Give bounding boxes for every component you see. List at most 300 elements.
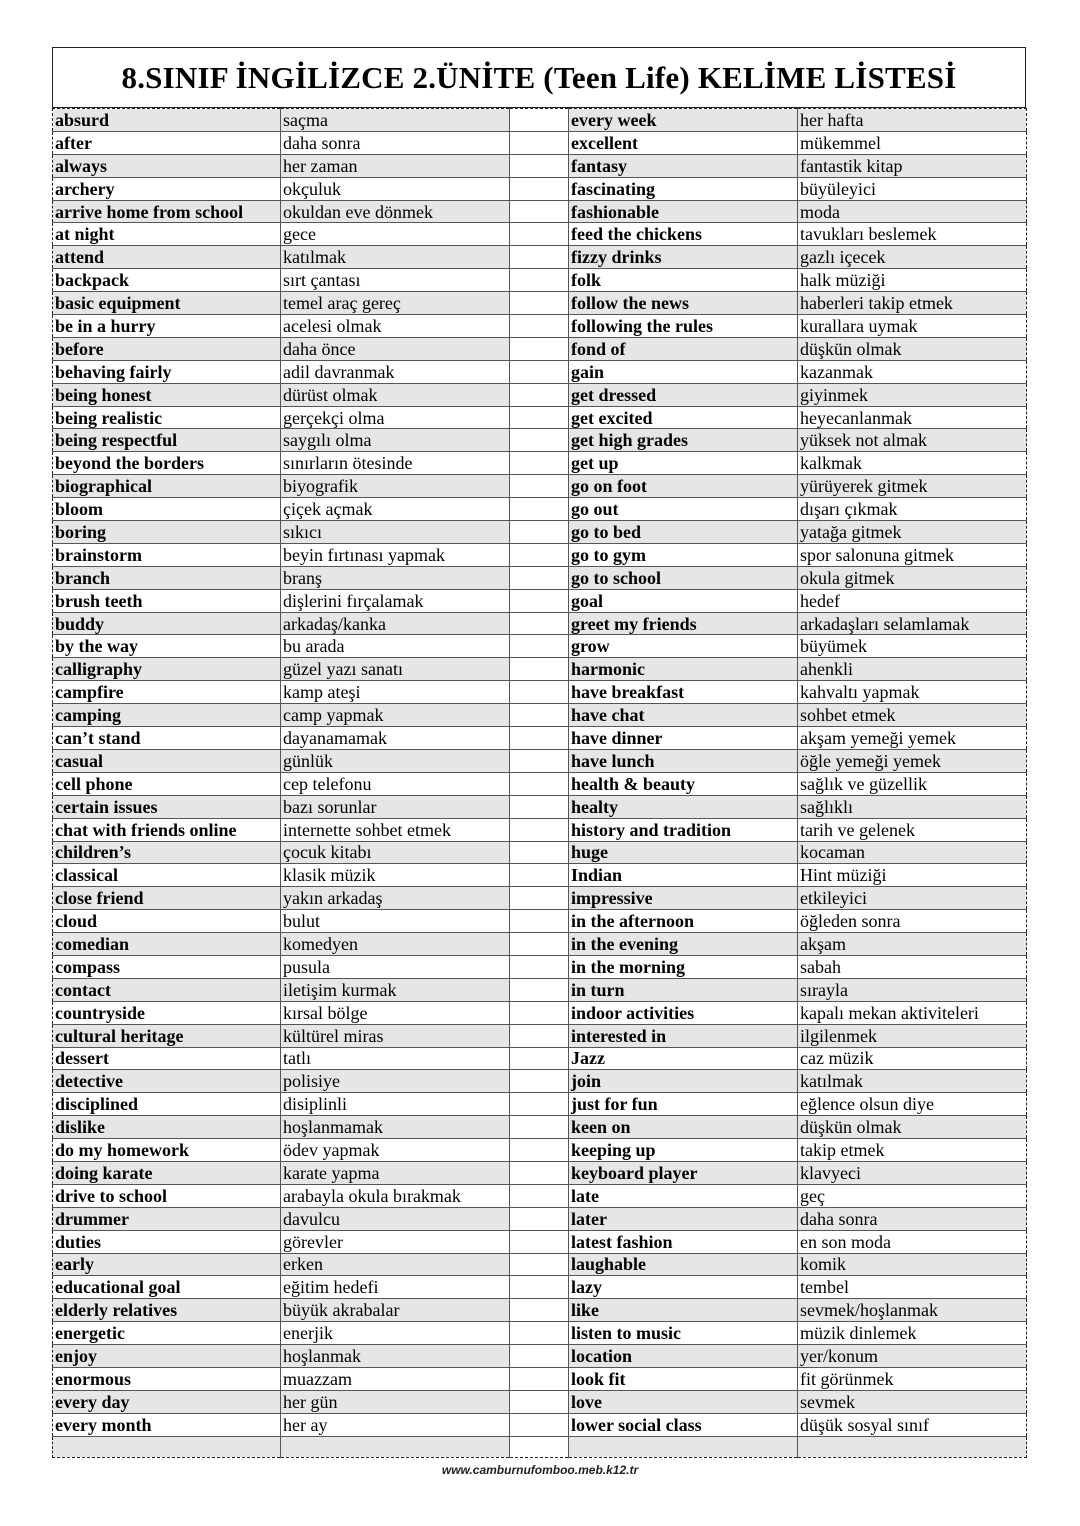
english-word: arrive home from school: [53, 200, 281, 223]
column-spacer: [510, 864, 569, 887]
turkish-meaning: kapalı mekan aktiviteleri: [798, 1001, 1027, 1024]
english-word: campfire: [53, 681, 281, 704]
table-row: [53, 131, 1027, 154]
turkish-meaning: cep telefonu: [281, 772, 510, 795]
english-word: go to school: [569, 566, 798, 589]
table-row: [53, 1093, 1027, 1116]
english-word: history and tradition: [569, 818, 798, 841]
column-spacer: [510, 521, 569, 544]
turkish-meaning: internette sohbet etmek: [281, 818, 510, 841]
turkish-meaning: ahenkli: [798, 658, 1027, 681]
turkish-meaning: öğleden sonra: [798, 910, 1027, 933]
english-word: certain issues: [53, 795, 281, 818]
english-word: every month: [53, 1413, 281, 1436]
english-word: buddy: [53, 612, 281, 635]
english-word: latest fashion: [569, 1230, 798, 1253]
table-row: [53, 887, 1027, 910]
table-row: [53, 1184, 1027, 1207]
english-word: compass: [53, 955, 281, 978]
turkish-meaning: geç: [798, 1184, 1027, 1207]
turkish-meaning: daha sonra: [281, 131, 510, 154]
column-spacer: [510, 749, 569, 772]
english-word: can’t stand: [53, 727, 281, 750]
column-spacer: [510, 452, 569, 475]
column-spacer: [510, 727, 569, 750]
turkish-meaning: caz müzik: [798, 1047, 1027, 1070]
turkish-meaning: hoşlanmak: [281, 1345, 510, 1368]
english-word: feed the chickens: [569, 223, 798, 246]
turkish-meaning: okuldan eve dönmek: [281, 200, 510, 223]
english-word: get excited: [569, 406, 798, 429]
turkish-meaning: pusula: [281, 955, 510, 978]
table-row: [53, 269, 1027, 292]
english-word: keyboard player: [569, 1161, 798, 1184]
english-word: get high grades: [569, 429, 798, 452]
turkish-meaning: her zaman: [281, 154, 510, 177]
column-spacer: [510, 131, 569, 154]
column-spacer: [510, 1139, 569, 1162]
turkish-meaning: giyinmek: [798, 383, 1027, 406]
english-word: healty: [569, 795, 798, 818]
english-word: in the morning: [569, 955, 798, 978]
column-spacer: [510, 658, 569, 681]
english-word: lower social class: [569, 1413, 798, 1436]
turkish-meaning: yer/konum: [798, 1345, 1027, 1368]
english-word: dislike: [53, 1116, 281, 1139]
english-word: harmonic: [569, 658, 798, 681]
table-row: [53, 1413, 1027, 1436]
column-spacer: [510, 887, 569, 910]
empty-cell: [798, 1436, 1027, 1457]
turkish-meaning: her ay: [281, 1413, 510, 1436]
table-row: [53, 1139, 1027, 1162]
turkish-meaning: sağlık ve güzellik: [798, 772, 1027, 795]
english-word: being honest: [53, 383, 281, 406]
english-word: being respectful: [53, 429, 281, 452]
empty-cell: [569, 1436, 798, 1457]
table-row: [53, 1070, 1027, 1093]
turkish-meaning: çocuk kitabı: [281, 841, 510, 864]
table-row: [53, 1345, 1027, 1368]
english-word: get up: [569, 452, 798, 475]
turkish-meaning: büyüleyici: [798, 177, 1027, 200]
column-spacer: [510, 1253, 569, 1276]
column-spacer: [510, 933, 569, 956]
english-word: contact: [53, 978, 281, 1001]
english-word: have breakfast: [569, 681, 798, 704]
turkish-meaning: okula gitmek: [798, 566, 1027, 589]
turkish-meaning: kültürel miras: [281, 1024, 510, 1047]
english-word: listen to music: [569, 1322, 798, 1345]
english-word: go to bed: [569, 521, 798, 544]
turkish-meaning: düşkün olmak: [798, 1116, 1027, 1139]
english-word: fizzy drinks: [569, 246, 798, 269]
table-row: [53, 704, 1027, 727]
column-spacer: [510, 543, 569, 566]
english-word: impressive: [569, 887, 798, 910]
english-word: at night: [53, 223, 281, 246]
turkish-meaning: kahvaltı yapmak: [798, 681, 1027, 704]
table-row: [53, 360, 1027, 383]
english-word: fashionable: [569, 200, 798, 223]
turkish-meaning: Hint müziği: [798, 864, 1027, 887]
english-word: go on foot: [569, 475, 798, 498]
table-row: [53, 818, 1027, 841]
turkish-meaning: kalkmak: [798, 452, 1027, 475]
turkish-meaning: karate yapma: [281, 1161, 510, 1184]
table-row: [53, 429, 1027, 452]
table-row: [53, 200, 1027, 223]
column-spacer: [510, 315, 569, 338]
footer-url: www.camburnufomboo.meb.k12.tr: [441, 1463, 639, 1477]
turkish-meaning: sırt çantası: [281, 269, 510, 292]
table-row: [53, 1001, 1027, 1024]
english-word: go out: [569, 498, 798, 521]
english-word: every week: [569, 109, 798, 132]
table-row: [53, 1207, 1027, 1230]
turkish-meaning: arkadaşları selamlamak: [798, 612, 1027, 635]
turkish-meaning: müzik dinlemek: [798, 1322, 1027, 1345]
column-spacer: [510, 498, 569, 521]
turkish-meaning: yatağa gitmek: [798, 521, 1027, 544]
turkish-meaning: hedef: [798, 589, 1027, 612]
column-spacer: [510, 589, 569, 612]
column-spacer: [510, 200, 569, 223]
turkish-meaning: akşam yemeği yemek: [798, 727, 1027, 750]
english-word: location: [569, 1345, 798, 1368]
english-word: enormous: [53, 1367, 281, 1390]
english-word: attend: [53, 246, 281, 269]
table-row: [53, 337, 1027, 360]
column-spacer: [510, 1070, 569, 1093]
turkish-meaning: her gün: [281, 1390, 510, 1413]
english-word: cloud: [53, 910, 281, 933]
turkish-meaning: büyümek: [798, 635, 1027, 658]
english-word: by the way: [53, 635, 281, 658]
table-row: [53, 1253, 1027, 1276]
english-word: Indian: [569, 864, 798, 887]
turkish-meaning: okçuluk: [281, 177, 510, 200]
column-spacer: [510, 1001, 569, 1024]
turkish-meaning: spor salonuna gitmek: [798, 543, 1027, 566]
english-word: brush teeth: [53, 589, 281, 612]
table-row: [53, 521, 1027, 544]
table-row: [53, 109, 1027, 132]
turkish-meaning: bu arada: [281, 635, 510, 658]
turkish-meaning: mükemmel: [798, 131, 1027, 154]
english-word: huge: [569, 841, 798, 864]
column-spacer: [510, 1367, 569, 1390]
turkish-meaning: klavyeci: [798, 1161, 1027, 1184]
english-word: drummer: [53, 1207, 281, 1230]
column-spacer: [510, 795, 569, 818]
turkish-meaning: her hafta: [798, 109, 1027, 132]
english-word: look fit: [569, 1367, 798, 1390]
english-word: duties: [53, 1230, 281, 1253]
column-spacer: [510, 1093, 569, 1116]
turkish-meaning: arkadaş/kanka: [281, 612, 510, 635]
column-spacer: [510, 109, 569, 132]
table-row: [53, 383, 1027, 406]
column-spacer: [510, 566, 569, 589]
turkish-meaning: sağlıklı: [798, 795, 1027, 818]
table-row: [53, 566, 1027, 589]
turkish-meaning: düşük sosyal sınıf: [798, 1413, 1027, 1436]
turkish-meaning: fantastik kitap: [798, 154, 1027, 177]
table-row: [53, 223, 1027, 246]
english-word: every day: [53, 1390, 281, 1413]
english-word: join: [569, 1070, 798, 1093]
turkish-meaning: adil davranmak: [281, 360, 510, 383]
column-spacer: [510, 475, 569, 498]
english-word: archery: [53, 177, 281, 200]
column-spacer: [510, 1184, 569, 1207]
column-spacer: [510, 910, 569, 933]
turkish-meaning: kazanmak: [798, 360, 1027, 383]
column-spacer: [510, 337, 569, 360]
english-word: in the afternoon: [569, 910, 798, 933]
turkish-meaning: ödev yapmak: [281, 1139, 510, 1162]
column-spacer: [510, 818, 569, 841]
turkish-meaning: düşkün olmak: [798, 337, 1027, 360]
column-spacer: [510, 1024, 569, 1047]
english-word: in turn: [569, 978, 798, 1001]
turkish-meaning: polisiye: [281, 1070, 510, 1093]
english-word: goal: [569, 589, 798, 612]
table-row: [53, 1024, 1027, 1047]
english-word: camping: [53, 704, 281, 727]
english-word: basic equipment: [53, 292, 281, 315]
table-row: [53, 681, 1027, 704]
table-row: [53, 1230, 1027, 1253]
english-word: elderly relatives: [53, 1299, 281, 1322]
turkish-meaning: eğitim hedefi: [281, 1276, 510, 1299]
column-spacer: [510, 1230, 569, 1253]
turkish-meaning: heyecanlanmak: [798, 406, 1027, 429]
turkish-meaning: kocaman: [798, 841, 1027, 864]
english-word: fascinating: [569, 177, 798, 200]
english-word: early: [53, 1253, 281, 1276]
turkish-meaning: sırayla: [798, 978, 1027, 1001]
english-word: fantasy: [569, 154, 798, 177]
turkish-meaning: eğlence olsun diye: [798, 1093, 1027, 1116]
turkish-meaning: sıkıcı: [281, 521, 510, 544]
turkish-meaning: gece: [281, 223, 510, 246]
turkish-meaning: tembel: [798, 1276, 1027, 1299]
turkish-meaning: camp yapmak: [281, 704, 510, 727]
table-row: [53, 658, 1027, 681]
english-word: detective: [53, 1070, 281, 1093]
table-row: [53, 1299, 1027, 1322]
table-row: [53, 612, 1027, 635]
english-word: have lunch: [569, 749, 798, 772]
table-row: [53, 498, 1027, 521]
column-spacer: [510, 955, 569, 978]
table-row: [53, 841, 1027, 864]
table-row: [53, 543, 1027, 566]
english-word: fond of: [569, 337, 798, 360]
table-row: [53, 933, 1027, 956]
english-word: cultural heritage: [53, 1024, 281, 1047]
column-spacer: [510, 681, 569, 704]
empty-cell: [53, 1436, 281, 1457]
english-word: greet my friends: [569, 612, 798, 635]
turkish-meaning: temel araç gereç: [281, 292, 510, 315]
turkish-meaning: branş: [281, 566, 510, 589]
column-spacer: [510, 1161, 569, 1184]
turkish-meaning: yakın arkadaş: [281, 887, 510, 910]
turkish-meaning: bazı sorunlar: [281, 795, 510, 818]
english-word: enjoy: [53, 1345, 281, 1368]
column-spacer: [510, 383, 569, 406]
english-word: absurd: [53, 109, 281, 132]
english-word: before: [53, 337, 281, 360]
english-word: laughable: [569, 1253, 798, 1276]
english-word: health & beauty: [569, 772, 798, 795]
turkish-meaning: enerjik: [281, 1322, 510, 1345]
table-row: [53, 406, 1027, 429]
english-word: folk: [569, 269, 798, 292]
turkish-meaning: dayanamamak: [281, 727, 510, 750]
table-row: [53, 910, 1027, 933]
table-row: [53, 246, 1027, 269]
turkish-meaning: çiçek açmak: [281, 498, 510, 521]
english-word: children’s: [53, 841, 281, 864]
english-word: energetic: [53, 1322, 281, 1345]
turkish-meaning: gazlı içecek: [798, 246, 1027, 269]
english-word: in the evening: [569, 933, 798, 956]
turkish-meaning: ilgilenmek: [798, 1024, 1027, 1047]
english-word: following the rules: [569, 315, 798, 338]
table-row: [53, 635, 1027, 658]
empty-cell: [281, 1436, 510, 1457]
column-spacer: [510, 1299, 569, 1322]
turkish-meaning: moda: [798, 200, 1027, 223]
english-word: keeping up: [569, 1139, 798, 1162]
column-spacer: [510, 246, 569, 269]
english-word: go to gym: [569, 543, 798, 566]
turkish-meaning: davulcu: [281, 1207, 510, 1230]
turkish-meaning: etkileyici: [798, 887, 1027, 910]
english-word: being realistic: [53, 406, 281, 429]
turkish-meaning: gerçekçi olma: [281, 406, 510, 429]
table-row: [53, 1116, 1027, 1139]
english-word: cell phone: [53, 772, 281, 795]
english-word: biographical: [53, 475, 281, 498]
english-word: branch: [53, 566, 281, 589]
table-row: [53, 154, 1027, 177]
table-row: [53, 292, 1027, 315]
column-spacer: [510, 1413, 569, 1436]
turkish-meaning: takip etmek: [798, 1139, 1027, 1162]
column-spacer: [510, 154, 569, 177]
english-word: beyond the borders: [53, 452, 281, 475]
english-word: boring: [53, 521, 281, 544]
turkish-meaning: bulut: [281, 910, 510, 933]
turkish-meaning: tarih ve gelenek: [798, 818, 1027, 841]
turkish-meaning: sınırların ötesinde: [281, 452, 510, 475]
table-row: [53, 1161, 1027, 1184]
english-word: love: [569, 1390, 798, 1413]
turkish-meaning: komik: [798, 1253, 1027, 1276]
table-row: [53, 1276, 1027, 1299]
turkish-meaning: dişlerini fırçalamak: [281, 589, 510, 612]
english-word: gain: [569, 360, 798, 383]
english-word: have chat: [569, 704, 798, 727]
english-word: keen on: [569, 1116, 798, 1139]
table-row: [53, 589, 1027, 612]
column-spacer: [510, 292, 569, 315]
english-word: casual: [53, 749, 281, 772]
turkish-meaning: disiplinli: [281, 1093, 510, 1116]
english-word: lazy: [569, 1276, 798, 1299]
english-word: calligraphy: [53, 658, 281, 681]
english-word: chat with friends online: [53, 818, 281, 841]
column-spacer: [510, 223, 569, 246]
column-spacer: [510, 429, 569, 452]
table-row: [53, 315, 1027, 338]
english-word: close friend: [53, 887, 281, 910]
table-row: [53, 452, 1027, 475]
english-word: be in a hurry: [53, 315, 281, 338]
turkish-meaning: saygılı olma: [281, 429, 510, 452]
turkish-meaning: tavukları beslemek: [798, 223, 1027, 246]
turkish-meaning: akşam: [798, 933, 1027, 956]
column-spacer: [510, 612, 569, 635]
english-word: behaving fairly: [53, 360, 281, 383]
turkish-meaning: daha önce: [281, 337, 510, 360]
english-word: like: [569, 1299, 798, 1322]
table-row: [53, 727, 1027, 750]
turkish-meaning: güzel yazı sanatı: [281, 658, 510, 681]
turkish-meaning: tatlı: [281, 1047, 510, 1070]
turkish-meaning: komedyen: [281, 933, 510, 956]
column-spacer: [510, 406, 569, 429]
english-word: drive to school: [53, 1184, 281, 1207]
english-word: doing karate: [53, 1161, 281, 1184]
turkish-meaning: iletişim kurmak: [281, 978, 510, 1001]
english-word: comedian: [53, 933, 281, 956]
vocabulary-table: [52, 108, 1027, 1458]
turkish-meaning: arabayla okula bırakmak: [281, 1184, 510, 1207]
turkish-meaning: sevmek: [798, 1390, 1027, 1413]
column-spacer: [510, 1390, 569, 1413]
turkish-meaning: yürüyerek gitmek: [798, 475, 1027, 498]
column-spacer: [510, 360, 569, 383]
column-spacer: [510, 1322, 569, 1345]
turkish-meaning: sevmek/hoşlanmak: [798, 1299, 1027, 1322]
table-row: [53, 1322, 1027, 1345]
turkish-meaning: beyin fırtınası yapmak: [281, 543, 510, 566]
english-word: always: [53, 154, 281, 177]
turkish-meaning: dışarı çıkmak: [798, 498, 1027, 521]
table-row: [53, 864, 1027, 887]
turkish-meaning: öğle yemeği yemek: [798, 749, 1027, 772]
table-row: [53, 795, 1027, 818]
table-row: [53, 772, 1027, 795]
turkish-meaning: erken: [281, 1253, 510, 1276]
turkish-meaning: haberleri takip etmek: [798, 292, 1027, 315]
turkish-meaning: katılmak: [798, 1070, 1027, 1093]
table-row: [53, 1047, 1027, 1070]
english-word: later: [569, 1207, 798, 1230]
turkish-meaning: görevler: [281, 1230, 510, 1253]
english-word: get dressed: [569, 383, 798, 406]
turkish-meaning: sohbet etmek: [798, 704, 1027, 727]
english-word: after: [53, 131, 281, 154]
english-word: brainstorm: [53, 543, 281, 566]
column-spacer: [510, 841, 569, 864]
